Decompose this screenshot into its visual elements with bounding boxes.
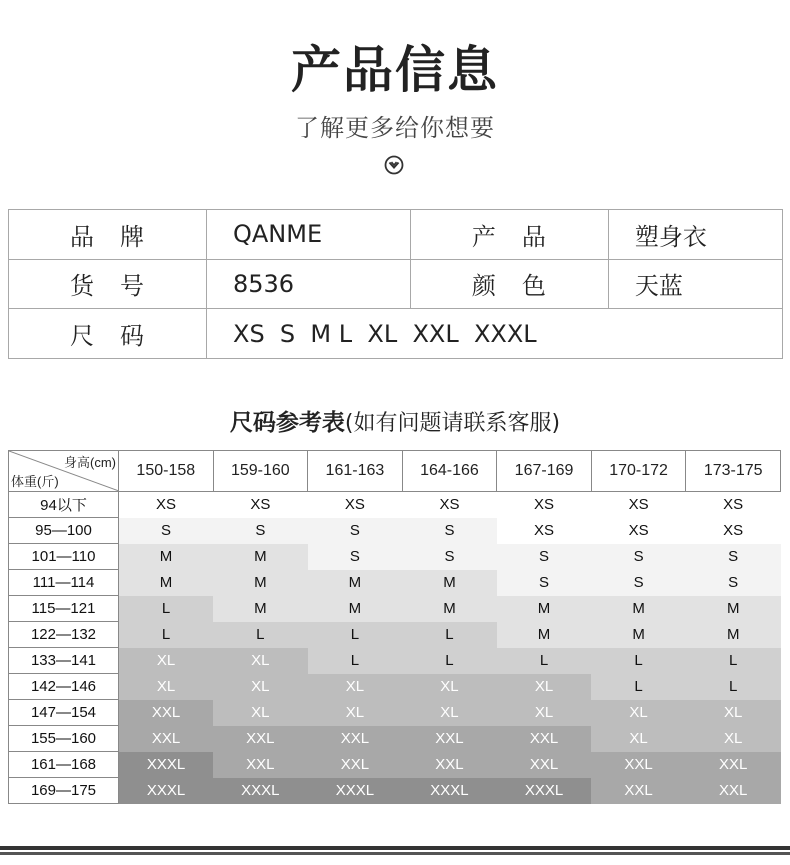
size-cell: M — [308, 570, 403, 596]
size-cell: S — [686, 544, 781, 570]
weight-cell: 161—168 — [9, 752, 119, 778]
item-no-value: 8536 — [207, 259, 411, 309]
size-cell: XL — [686, 700, 781, 726]
size-cell: XL — [213, 700, 308, 726]
size-cell: XXL — [497, 752, 592, 778]
size-cell: M — [686, 622, 781, 648]
size-chart-header-row — [9, 451, 781, 492]
size-cell: S — [402, 518, 497, 544]
size-cell: XS — [213, 492, 308, 518]
size-cell: L — [497, 648, 592, 674]
size-value: XS S M L XL XXL XXXL — [207, 309, 783, 359]
size-cell: XL — [686, 726, 781, 752]
size-cell: XS — [119, 492, 214, 518]
product-label: 产品 — [410, 210, 608, 260]
size-cell: XXXL — [119, 752, 214, 778]
size-cell: L — [119, 596, 214, 622]
product-info-table — [8, 209, 783, 359]
size-cell: L — [308, 622, 403, 648]
weight-cell: 169—175 — [9, 778, 119, 804]
size-chart-title-note: (如有问题请联系客服) — [344, 411, 561, 436]
size-cell: XL — [119, 648, 214, 674]
weight-cell: 95—100 — [9, 518, 119, 544]
size-cell: S — [308, 518, 403, 544]
weight-cell: 147—154 — [9, 700, 119, 726]
size-cell: S — [497, 570, 592, 596]
size-cell: M — [497, 596, 592, 622]
size-cell: L — [119, 622, 214, 648]
size-cell: M — [213, 570, 308, 596]
size-chart-row — [9, 674, 781, 700]
size-cell: L — [402, 622, 497, 648]
size-chart-row — [9, 726, 781, 752]
size-cell: S — [213, 518, 308, 544]
size-cell: XL — [402, 700, 497, 726]
size-cell: M — [497, 622, 592, 648]
size-cell: XL — [308, 700, 403, 726]
size-cell: XXL — [213, 752, 308, 778]
size-cell: S — [119, 518, 214, 544]
size-cell: M — [213, 544, 308, 570]
page-subtitle: 了解更多给你想要 — [295, 114, 495, 142]
size-cell: XXXL — [308, 778, 403, 804]
weight-cell: 142—146 — [9, 674, 119, 700]
size-cell: XS — [497, 518, 592, 544]
size-cell: L — [591, 674, 686, 700]
weight-cell: 133—141 — [9, 648, 119, 674]
size-cell: L — [686, 648, 781, 674]
size-cell: XL — [402, 674, 497, 700]
weight-cell: 94以下 — [9, 492, 119, 518]
size-label: 尺码 — [9, 309, 207, 359]
size-cell: XL — [591, 700, 686, 726]
size-cell: XS — [591, 518, 686, 544]
size-cell: M — [591, 622, 686, 648]
size-cell: XL — [213, 648, 308, 674]
size-chart-row — [9, 570, 781, 596]
footer-divider-thin — [0, 852, 790, 855]
weight-cell: 111—114 — [9, 570, 119, 596]
size-cell: XL — [497, 700, 592, 726]
size-cell: L — [591, 648, 686, 674]
size-cell: XXL — [402, 752, 497, 778]
footer-divider — [0, 846, 790, 850]
color-value: 天蓝 — [608, 259, 782, 309]
weight-cell: 122—132 — [9, 622, 119, 648]
height-header-cell: 173-175 — [686, 451, 781, 492]
size-cell: XS — [308, 492, 403, 518]
size-cell: XL — [119, 674, 214, 700]
size-chart-title-main: 尺码参考表 — [229, 410, 345, 436]
height-header-cell: 167-169 — [497, 451, 592, 492]
page-title: 产品信息 — [291, 41, 499, 99]
size-chart-row — [9, 492, 781, 518]
size-chart-row — [9, 752, 781, 778]
size-chart-row — [9, 622, 781, 648]
size-cell: S — [591, 544, 686, 570]
brand-label: 品牌 — [9, 210, 207, 260]
size-chart-row — [9, 544, 781, 570]
height-axis-label: 身高(cm) — [64, 455, 116, 470]
size-chart-row — [9, 778, 781, 804]
size-cell: XL — [497, 674, 592, 700]
size-cell: S — [497, 544, 592, 570]
size-cell: XS — [591, 492, 686, 518]
chevron-down-circle-icon — [384, 155, 404, 175]
size-cell: XXL — [591, 778, 686, 804]
size-cell: XXL — [686, 752, 781, 778]
size-cell: XXL — [119, 700, 214, 726]
size-chart-title — [0, 404, 790, 437]
size-cell: XXXL — [213, 778, 308, 804]
size-cell: S — [402, 544, 497, 570]
product-value: 塑身衣 — [608, 210, 782, 260]
size-cell: S — [308, 544, 403, 570]
size-cell: XXL — [119, 726, 214, 752]
size-cell: M — [402, 570, 497, 596]
size-cell: XL — [308, 674, 403, 700]
size-cell: M — [591, 596, 686, 622]
info-row-brand — [9, 210, 783, 260]
height-header-cell: 150-158 — [119, 451, 214, 492]
height-header-cell: 159-160 — [213, 451, 308, 492]
size-cell: XXL — [213, 726, 308, 752]
height-header-cell: 164-166 — [402, 451, 497, 492]
height-header-cell: 170-172 — [591, 451, 686, 492]
size-cell: M — [213, 596, 308, 622]
info-row-item — [9, 259, 783, 309]
size-chart-table — [8, 450, 781, 804]
size-cell: XXL — [591, 752, 686, 778]
size-cell: S — [686, 570, 781, 596]
brand-value: QANME — [207, 210, 411, 260]
size-chart-row — [9, 518, 781, 544]
weight-cell: 115—121 — [9, 596, 119, 622]
size-cell: XS — [686, 518, 781, 544]
size-chart-row — [9, 700, 781, 726]
size-cell: M — [308, 596, 403, 622]
size-cell: XL — [591, 726, 686, 752]
size-chart-corner — [9, 451, 119, 492]
size-cell: XXL — [686, 778, 781, 804]
size-cell: L — [213, 622, 308, 648]
size-cell: M — [686, 596, 781, 622]
size-cell: L — [308, 648, 403, 674]
weight-cell: 155—160 — [9, 726, 119, 752]
size-cell: XXL — [308, 752, 403, 778]
size-cell: L — [686, 674, 781, 700]
size-cell: S — [591, 570, 686, 596]
size-cell: M — [119, 544, 214, 570]
size-cell: M — [119, 570, 214, 596]
weight-axis-label: 体重(斤) — [11, 474, 59, 489]
weight-cell: 101—110 — [9, 544, 119, 570]
size-cell: XS — [402, 492, 497, 518]
color-label: 颜色 — [410, 259, 608, 309]
height-header-cell: 161-163 — [308, 451, 403, 492]
size-cell: XXL — [402, 726, 497, 752]
size-cell: M — [402, 596, 497, 622]
size-cell: L — [402, 648, 497, 674]
size-chart-row — [9, 648, 781, 674]
size-cell: XS — [497, 492, 592, 518]
size-chart-row — [9, 596, 781, 622]
size-cell: XXXL — [402, 778, 497, 804]
size-cell: XXL — [308, 726, 403, 752]
size-cell: XL — [213, 674, 308, 700]
item-no-label: 货号 — [9, 259, 207, 309]
size-cell: XXL — [497, 726, 592, 752]
size-cell: XXXL — [119, 778, 214, 804]
size-cell: XXXL — [497, 778, 592, 804]
info-row-size — [9, 309, 783, 359]
size-cell: XS — [686, 492, 781, 518]
